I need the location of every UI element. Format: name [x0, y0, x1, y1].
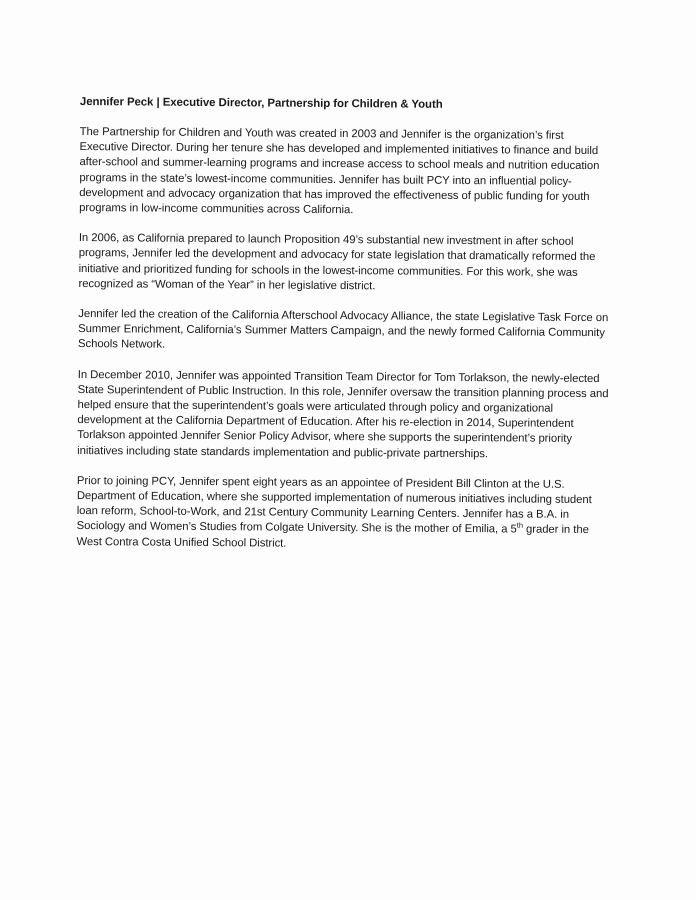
paragraph-transition-team: In December 2010, Jennifer was appointed Transition Team Director for Tom Torlakson, the newly-elected State Superintendent of Public Instruction. In this role, Jennifer oversaw the transition planning process and helped ensure that the superintendent’s goals were articulated through policy and organizational development at the California Department of Education. After his re-election in 2014, Superintendent Torlakson appointed Jennifer Senior Policy Advisor, where she supports the superintendent’s priority initiatives including state standards implementation and public-private partnerships.: [77, 368, 609, 460]
paragraph-prior-experience: [76, 474, 612, 554]
paragraph-prior-experience-tail: grader in the West Contra Costa Unified School District.: [76, 523, 589, 550]
ordinal-suffix: th: [516, 521, 524, 531]
paragraph-proposition-49: In 2006, as California prepared to launch Proposition 49’s substantial new investment in after school programs, Jennifer led the development and advocacy for state legislation that dramatically reformed the initiative and prioritized funding for schools in the lowest-income communities. For this work, she was recognized as “Woman of the Year” in her legislative district.: [78, 232, 596, 293]
paragraph-alliances: Jennifer led the creation of the California Afterschool Advocacy Alliance, the state Legislative Task Force on Summer Enrichment, California’s Summer Matters Campaign, and the newly formed California Community Schools Network.: [77, 308, 609, 352]
paragraph-prior-experience-text: Prior to joining PCY, Jennifer spent eight years as an appointee of President Bill Clinton at the U.S. Department of Education, where she supported implementation of numerous initiatives including student loan reform, School-to-Work, and 21st Century Community Learning Centers. Jennifer has a B.A. in Sociology and Women’s Studies from Colgate University. She is the mother of Emilia, a 5: [76, 474, 592, 536]
page-title: Jennifer Peck | Executive Director, Partnership for Children & Youth: [79, 95, 443, 111]
paragraph-pcy-overview: The Partnership for Children and Youth was created in 2003 and Jennifer is the organization’s first Executive Director. During her tenure she has developed and implemented initiatives to finance and build after-school and summer-learning programs and increase access to school meals and nutrition education programs in the state’s lowest-income communities. Jennifer has built PCY into an influential policy-development and advocacy organization that has improved the effectiveness of public funding for youth programs in low-income communities across California.: [79, 125, 600, 217]
document-body: [76, 94, 615, 569]
